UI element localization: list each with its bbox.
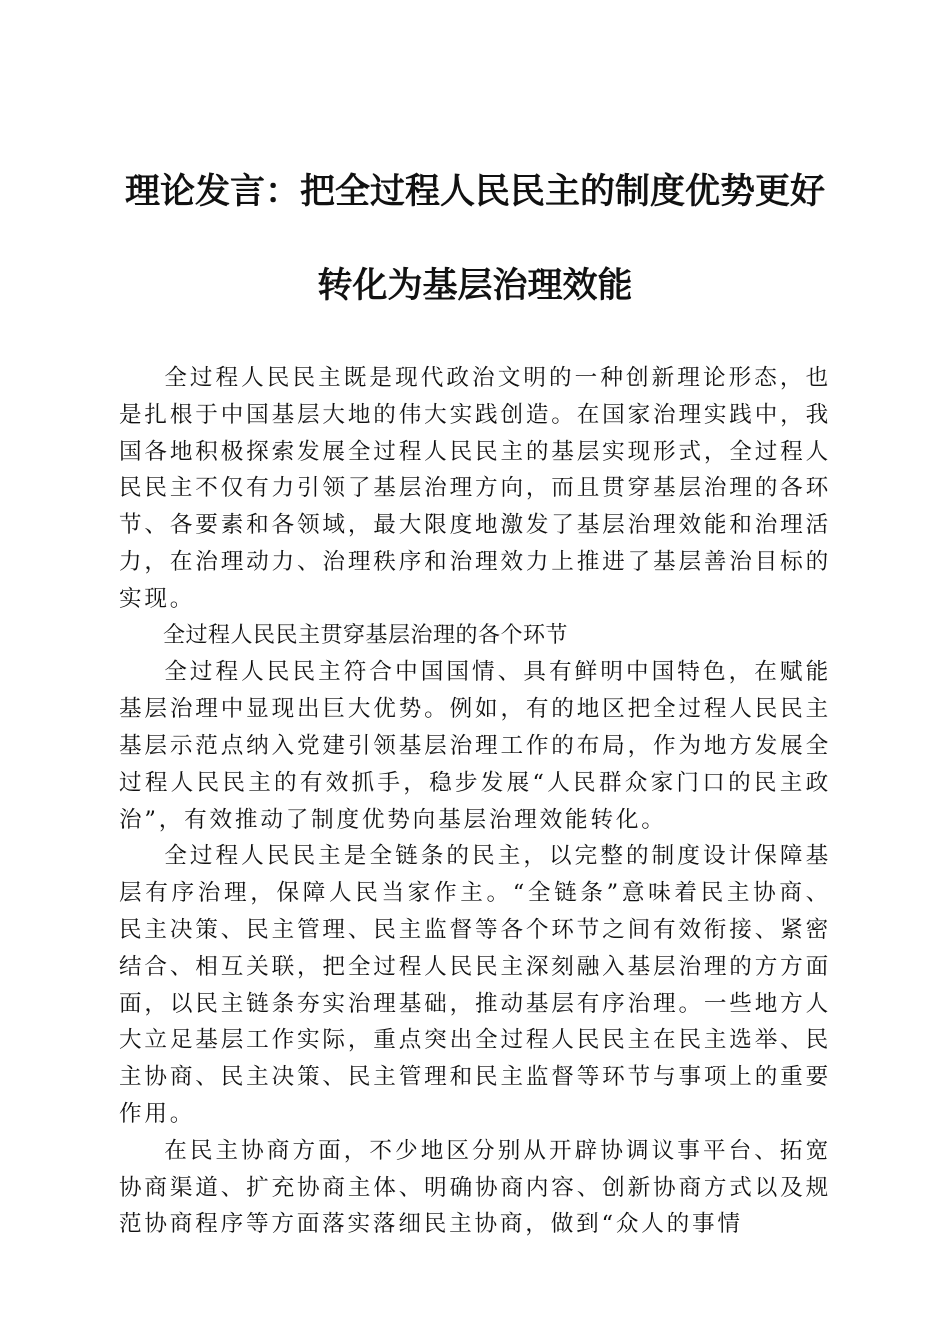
- body-paragraph: 全过程人民民主符合中国国情、具有鲜明中国特色，在赋能基层治理中显现出巨大优势。例如，有的地区把全过程人民民主基层示范点纳入党建引领基层治理工作的布局，作为地方发展全过程人民民主的有效抓手，稳步发展“人民群众家门口的民主政治”，有效推动了制度优势向基层治理效能转化。: [119, 659, 831, 833]
- body-paragraph: 在民主协商方面，不少地区分别从开辟协调议事平台、拓宽协商渠道、扩充协商主体、明确协商内容、创新协商方式以及规范协商程序等方面落实落细民主协商，做到“众人的事情: [119, 1137, 831, 1238]
- document-title-line-1: 理论发言：把全过程人民民主的制度优势更好: [124, 171, 825, 212]
- body-paragraph: 全过程人民民主是全链条的民主，以完整的制度设计保障基层有序治理，保障人民当家作主。“全链条”意味着民主协商、民主决策、民主管理、民主监督等各个环节之间有效衔接、紧密结合、相互关联，把全过程人民民主深刻融入基层治理的方方面面，以民主链条夯实治理基础，推动基层有序治理。一些地方人大立足基层工作实际，重点突出全过程人民民主在民主选举、民主协商、民主决策、民主管理和民主监督等环节与事项上的重要作用。: [119, 843, 831, 1127]
- body-paragraph: 全过程人民民主既是现代政治文明的一种创新理论形态，也是扎根于中国基层大地的伟大实践创造。在国家治理实践中，我国各地积极探索发展全过程人民民主的基层实现形式，全过程人民民主不仅有力引领了基层治理方向，而且贯穿基层治理的各环节、各要素和各领域，最大限度地激发了基层治理效能和治理活力，在治理动力、治理秩序和治理效力上推进了基层善治目标的实现。: [119, 365, 831, 612]
- document-title-line-2: 转化为基层治理效能: [317, 265, 633, 306]
- section-heading: 全过程人民民主贯穿基层治理的各个环节: [163, 622, 569, 648]
- document-body: [119, 360, 831, 1243]
